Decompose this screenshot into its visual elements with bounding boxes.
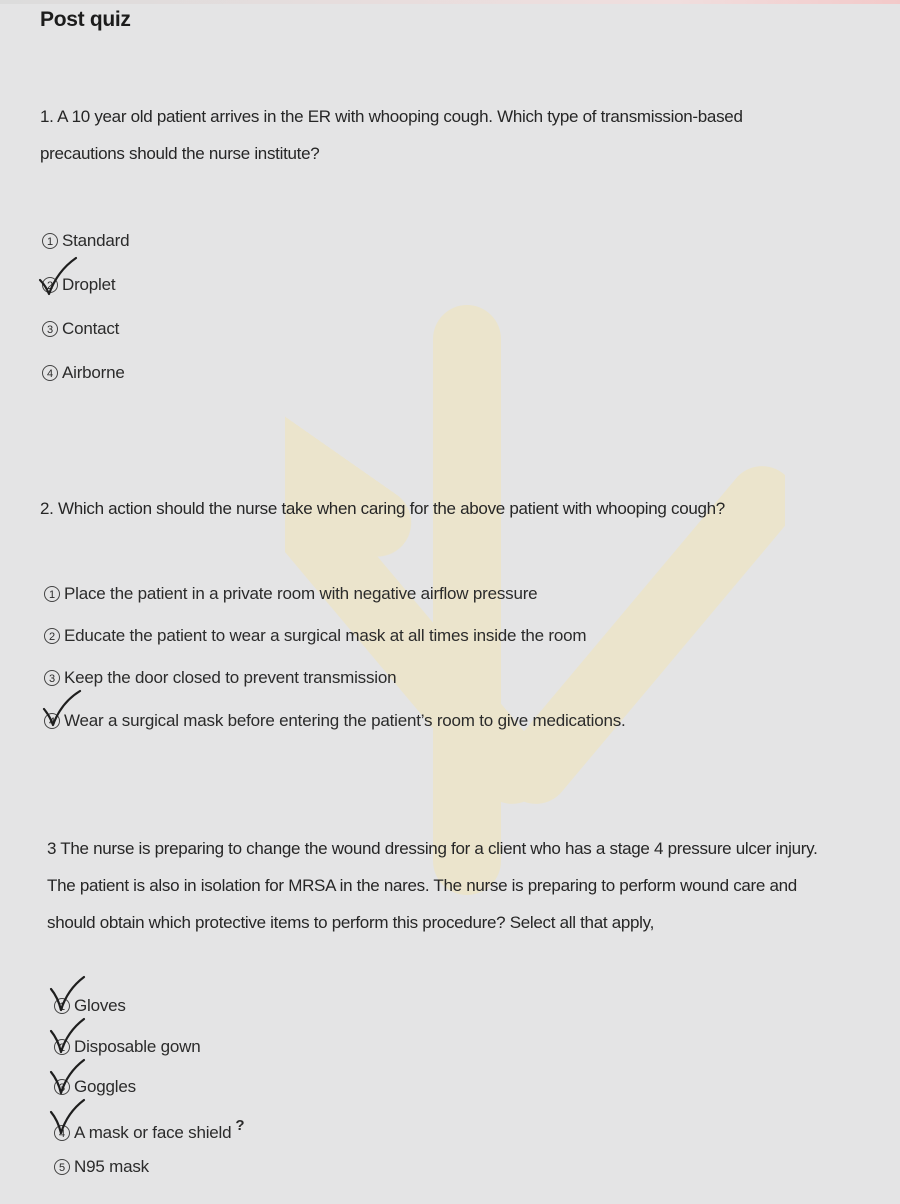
q1-option-1[interactable] [42, 231, 129, 251]
q2-option-4[interactable] [44, 711, 626, 731]
q3-option-2[interactable] [54, 1037, 200, 1057]
q1-option-4-label: Airborne [62, 363, 125, 382]
q1-option-2-label: Droplet [62, 275, 116, 294]
q3-option-5[interactable] [54, 1157, 149, 1177]
top-edge-line [0, 0, 900, 4]
question-3-line-3: should obtain which protective items to perform this procedure? Select all that apply, [47, 913, 654, 932]
q1-option-1-label: Standard [62, 231, 130, 250]
option-number-marker: 4 [44, 713, 60, 729]
q3-option-2-label: Disposable gown [74, 1037, 201, 1056]
question-1-line-1: 1. A 10 year old patient arrives in the ER with whooping cough. Which type of transmission-based [40, 107, 743, 126]
q2-option-1-label: Place the patient in a private room with negative airflow pressure [64, 584, 538, 603]
option-number-marker: 4 [42, 365, 58, 381]
question-3-line-1: 3 The nurse is preparing to change the wound dressing for a client who has a stage 4 pressure ulcer injury. [47, 839, 818, 858]
option-number-marker: 2 [44, 628, 60, 644]
page-title: Post quiz [40, 8, 131, 31]
option-number-marker: 1 [54, 998, 70, 1014]
option-number-marker: 2 [54, 1039, 70, 1055]
q2-option-1[interactable] [44, 584, 537, 604]
q1-option-2[interactable] [42, 275, 115, 295]
q3-option-3-label: Goggles [74, 1077, 136, 1096]
q3-option-5-label: N95 mask [74, 1157, 149, 1176]
option-number-marker: 3 [54, 1079, 70, 1095]
option-number-marker: 3 [44, 670, 60, 686]
option-number-marker: 5 [54, 1159, 70, 1175]
q2-option-3[interactable] [44, 668, 396, 688]
q3-option-1-label: Gloves [74, 996, 126, 1015]
q2-option-2[interactable] [44, 626, 586, 646]
q3-option-3[interactable] [54, 1077, 136, 1097]
question-2-line-1: 2. Which action should the nurse take when caring for the above patient with whooping cough? [40, 499, 725, 518]
q3-option-1[interactable] [54, 996, 126, 1016]
q2-option-3-label: Keep the door closed to prevent transmission [64, 668, 397, 687]
q1-option-4[interactable] [42, 363, 125, 383]
option-number-marker: 2 [42, 277, 58, 293]
question-2 [40, 490, 880, 527]
option-number-marker: 4 [54, 1125, 70, 1141]
q1-option-3[interactable] [42, 319, 119, 339]
q2-option-4-label: Wear a surgical mask before entering the patient’s room to give medications. [64, 711, 626, 730]
question-1 [40, 98, 880, 172]
option-number-marker: 3 [42, 321, 58, 337]
q2-option-2-label: Educate the patient to wear a surgical mask at all times inside the room [64, 626, 587, 645]
handwritten-question-mark: ? [235, 1117, 245, 1134]
question-3-line-2: The patient is also in isolation for MRSA in the nares. The nurse is preparing to perform wound care and [47, 876, 797, 895]
question-3 [47, 830, 887, 941]
question-1-line-2: precautions should the nurse institute? [40, 144, 320, 163]
option-number-marker: 1 [44, 586, 60, 602]
q3-option-4[interactable] [54, 1117, 244, 1143]
option-number-marker: 1 [42, 233, 58, 249]
q1-option-3-label: Contact [62, 319, 120, 338]
q3-option-4-label: A mask or face shield [74, 1123, 232, 1142]
